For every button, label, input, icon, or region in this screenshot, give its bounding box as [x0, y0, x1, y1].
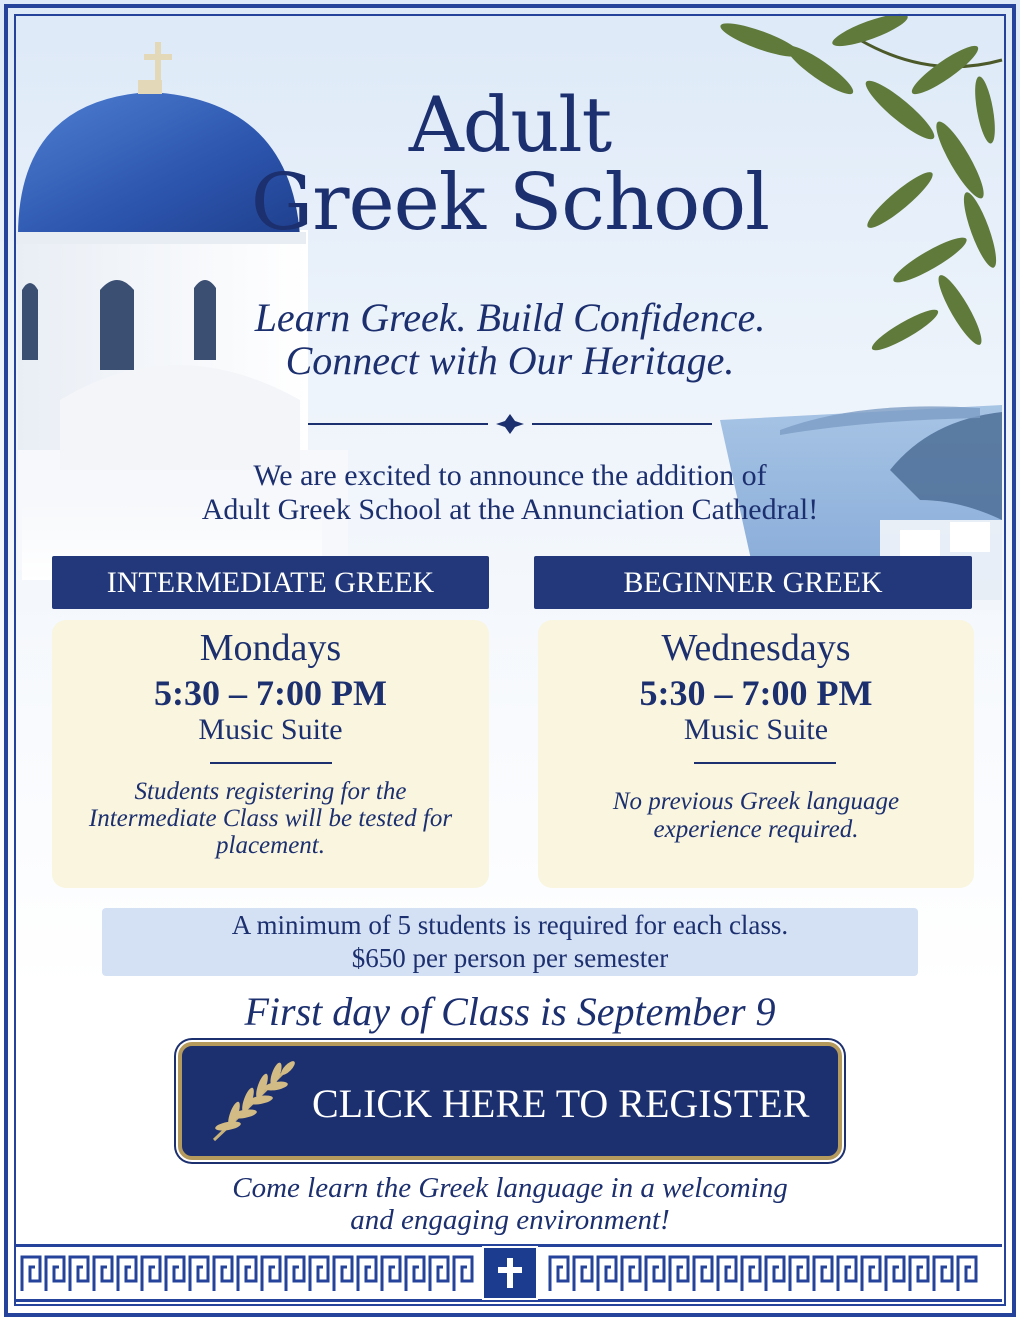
intro-line-2: Adult Greek School at the Annunciation Cathedral!	[201, 493, 819, 526]
class-time: 5:30 – 7:00 PM	[154, 673, 387, 713]
requirements-box	[102, 908, 918, 976]
ornament-divider	[308, 414, 712, 434]
footer-line-2: and engaging environment!	[350, 1204, 670, 1236]
cross-badge	[482, 1246, 538, 1300]
first-day-text: First day of Class is September 9	[244, 989, 776, 1034]
class-location: Music Suite	[198, 713, 343, 746]
intermediate-header: INTERMEDIATE GREEK	[52, 556, 489, 609]
class-location: Music Suite	[683, 713, 829, 746]
minimum-students-text: A minimum of 5 students is required for each class.	[231, 910, 789, 940]
card-divider	[210, 762, 332, 764]
class-note-line-2: experience required.	[653, 816, 859, 843]
register-button-label[interactable]: CLICK HERE TO REGISTER	[312, 1081, 810, 1126]
class-note-line-2: Intermediate Class will be tested for	[88, 805, 453, 832]
tagline-line-2: Connect with Our Heritage.	[285, 338, 735, 383]
intro-line-1: We are excited to announce the addition of	[253, 459, 767, 492]
tagline-line-1: Learn Greek. Build Confidence.	[254, 295, 766, 340]
intermediate-card	[52, 620, 489, 888]
beginner-card	[538, 620, 974, 888]
olive-branch-icon	[206, 1060, 296, 1144]
cross-icon	[484, 1248, 536, 1298]
class-time: 5:30 – 7:00 PM	[639, 673, 873, 713]
title-line-2: Greek School	[250, 158, 770, 248]
class-note-line-1: No previous Greek language	[612, 788, 900, 815]
card-divider	[694, 762, 836, 764]
class-note-line-1: Students registering for the	[134, 778, 407, 805]
footer-line-1: Come learn the Greek language in a welcoming	[232, 1172, 788, 1204]
class-day: Mondays	[199, 627, 342, 669]
title-line-1: Adult	[408, 80, 612, 169]
register-button[interactable]	[178, 1042, 842, 1160]
class-note-line-3: placement.	[216, 832, 325, 859]
beginner-header: BEGINNER GREEK	[534, 556, 972, 609]
diamond-star-icon	[496, 414, 524, 434]
price-text: $650 per person per semester	[351, 943, 669, 973]
class-day: Wednesdays	[661, 627, 851, 669]
cross-icon	[144, 42, 172, 82]
